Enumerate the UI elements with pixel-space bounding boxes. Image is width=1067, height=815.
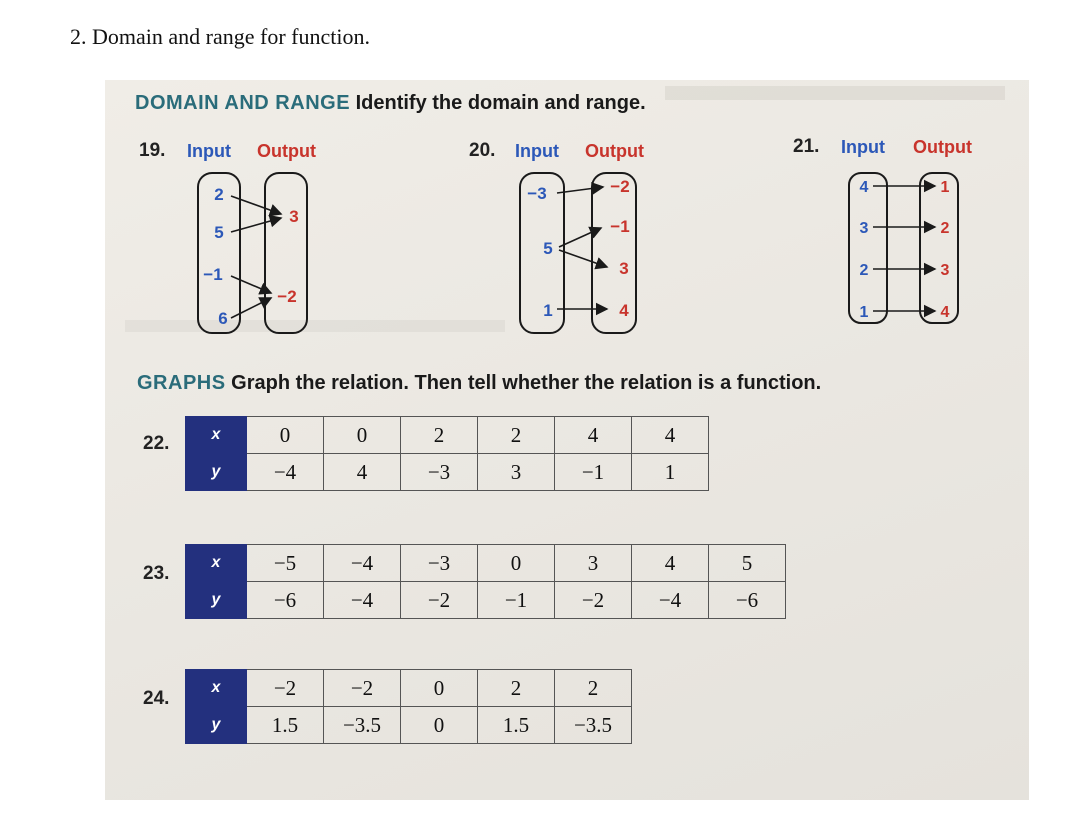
problem-number: 22. [143,433,170,454]
output-value: −2 [610,177,630,196]
mapping-arrow [559,250,607,267]
graphs-label: GRAPHS [137,372,226,394]
output-value: 3 [940,262,950,279]
output-value: −1 [610,217,630,236]
x-header: x [186,670,247,707]
relation-table-23 [185,544,786,619]
input-value: 5 [214,223,224,242]
input-value: 6 [218,309,228,328]
output-label: Output [585,141,644,161]
domain-range-label: DOMAIN AND RANGE [135,92,351,114]
input-label: Input [187,141,231,161]
output-value: 4 [619,301,629,320]
x-row [186,670,632,707]
table-cell: −6 [709,582,786,619]
table-cell: 4 [632,545,709,582]
input-value: 1 [859,304,869,321]
x-row [186,417,709,454]
table-cell: 2 [401,417,478,454]
output-value: 4 [940,304,950,321]
table-cell: −6 [247,582,324,619]
y-header: y [186,454,247,491]
problem-number: 21. [793,136,820,157]
table-cell: 0 [401,707,478,744]
input-label: Input [515,141,559,161]
y-header: y [186,707,247,744]
table-cell: 3 [555,545,632,582]
problem-number: 19. [139,140,166,161]
table-cell: 0 [324,417,401,454]
table-cell: −4 [247,454,324,491]
input-value: −3 [527,184,547,203]
x-row [186,545,786,582]
output-label: Output [257,141,316,161]
y-row [186,454,709,491]
problem-number: 23. [143,563,170,584]
table-cell: −2 [401,582,478,619]
input-value: 1 [543,301,553,320]
output-value: 3 [289,207,299,226]
table-cell: −3 [401,545,478,582]
table-cell: −5 [247,545,324,582]
table-cell: 1.5 [478,707,555,744]
problem-number: 24. [143,688,170,709]
input-value: 2 [859,262,869,279]
x-header: x [186,545,247,582]
mapping-arrow [559,228,601,247]
mapping-diagram-19 [198,173,307,333]
relation-table-22 [185,416,709,491]
output-value: 2 [940,220,950,237]
x-header: x [186,417,247,454]
graphs-instruction: Graph the relation. Then tell whether the relation is a function. [231,372,822,394]
y-row [186,707,632,744]
mapping-diagram-21 [849,173,958,323]
table-cell: 2 [478,670,555,707]
table-cell: 3 [478,454,555,491]
input-value: −1 [203,265,223,284]
input-value: 5 [543,239,553,258]
table-cell: −3 [401,454,478,491]
input-value: 3 [859,220,869,237]
textbook-photo [105,80,1029,800]
table-cell: 2 [478,417,555,454]
input-value: 4 [859,179,869,196]
output-oval [265,173,307,333]
table-cell: 0 [478,545,555,582]
table-cell: −2 [555,582,632,619]
relation-table-24 [185,669,632,744]
mapping-diagrams [105,80,1029,380]
output-oval [920,173,958,323]
table-cell: −2 [247,670,324,707]
table-cell: 4 [324,454,401,491]
table-cell: −3.5 [555,707,632,744]
table-cell: 1 [632,454,709,491]
domain-range-instruction: Identify the domain and range. [355,92,646,114]
question-heading: 2. Domain and range for function. [70,24,370,49]
table-cell: −3.5 [324,707,401,744]
y-row [186,582,786,619]
table-cell: −4 [632,582,709,619]
graphs-header [137,372,821,395]
table-cell: 0 [247,417,324,454]
mapping-diagram-20 [520,173,636,333]
table-cell: 1.5 [247,707,324,744]
problem-number: 20. [469,140,496,161]
table-cell: 4 [632,417,709,454]
table-cell: −1 [555,454,632,491]
table-cell: 4 [555,417,632,454]
y-header: y [186,582,247,619]
table-cell: 5 [709,545,786,582]
table-cell: 0 [401,670,478,707]
table-cell: −4 [324,582,401,619]
table-cell: −4 [324,545,401,582]
input-label: Input [841,137,885,157]
input-value: 2 [214,185,224,204]
output-value: 1 [940,179,950,196]
mapping-arrow [231,218,281,232]
output-label: Output [913,137,972,157]
output-value: −2 [277,287,297,306]
table-cell: −1 [478,582,555,619]
output-value: 3 [619,259,629,278]
table-cell: 2 [555,670,632,707]
mapping-arrow [231,196,281,214]
table-cell: −2 [324,670,401,707]
